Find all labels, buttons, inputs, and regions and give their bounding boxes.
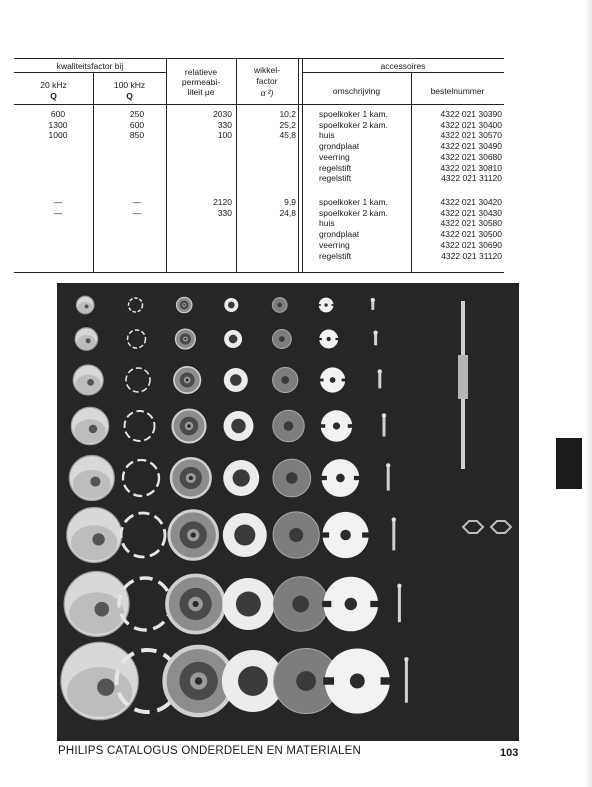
adjusting-pin — [405, 659, 408, 702]
base-plate-notch — [323, 677, 334, 684]
accessory-name: regelstift — [319, 250, 352, 261]
winding-factor-value: 9,9 — [284, 197, 296, 207]
accessory-code: 4322 021 30570 — [440, 130, 502, 141]
table-rule — [298, 59, 299, 272]
accessory-code: 4322 021 30430 — [440, 207, 502, 218]
accessory-code: 4322 021 30390 — [440, 109, 502, 119]
accessory-name: grondplaat — [319, 229, 360, 240]
pot-core-hole — [189, 476, 193, 480]
housing-hole — [87, 379, 94, 386]
header-kwaliteitsfactor: kwaliteitsfactor bij — [56, 61, 124, 71]
header-wikkel-2: factor — [256, 76, 278, 86]
accessory-code: 4322 021 30400 — [440, 119, 502, 130]
pot-core-hole — [183, 304, 185, 306]
housing-hole — [89, 425, 97, 433]
base-plate-notch — [342, 379, 346, 382]
accessory-code: 4322 021 30680 — [440, 151, 502, 162]
base-plate-notch — [319, 379, 323, 382]
pot-core-grey-hole — [284, 421, 294, 431]
coil-former-hole — [234, 524, 255, 545]
base-plate-notch — [381, 677, 392, 684]
base-plate-notch — [348, 424, 353, 428]
pot-core-hole — [195, 677, 202, 684]
accessory-code: 4322 021 30420 — [440, 197, 502, 207]
adjusting-pin — [383, 416, 386, 437]
q100-value: — — [132, 197, 142, 207]
winding-factor-value: 25,2 — [279, 119, 296, 130]
winding-factor-value: 45,8 — [279, 130, 296, 141]
coil-former-hole — [236, 592, 261, 617]
permeability-value: 2030 — [213, 109, 232, 119]
table-rule — [14, 104, 504, 105]
housing-hole — [86, 338, 91, 343]
accessory-code: 4322 021 30490 — [440, 141, 502, 152]
header-perm-3: liteit μe — [187, 87, 215, 97]
adjusting-pin-head — [386, 463, 390, 467]
page-number: 103 — [500, 747, 519, 759]
header-accessoires: accessoires — [380, 61, 426, 71]
adjusting-pin-head — [382, 413, 386, 417]
accessory-code: 4322 021 30810 — [440, 162, 502, 173]
header-perm-1: relatieve — [184, 67, 218, 77]
base-plate-notch — [319, 338, 322, 340]
header-omschrijving: omschrijving — [332, 86, 381, 96]
base-plate-hole — [340, 530, 351, 541]
accessory-code: 4322 021 31120 — [441, 173, 502, 184]
base-plate-hole — [336, 474, 345, 483]
header-q100-q: Q — [126, 91, 133, 101]
q20-value: 600 — [50, 109, 66, 119]
winding-factor-value: 10,2 — [279, 109, 296, 119]
base-plate-notch — [322, 601, 331, 607]
accessory-code: 4322 021 30500 — [440, 229, 502, 240]
accessory-name: spoelkoker 2 kam. — [319, 119, 388, 130]
q20-value: — — [53, 207, 63, 218]
permeability-value: 2120 — [213, 197, 232, 207]
coil-former-hole — [230, 374, 242, 386]
adjusting-pin — [387, 465, 390, 490]
pot-core-grey-hole — [289, 528, 303, 542]
permeability-value: 330 — [217, 119, 232, 130]
q20-value: 1000 — [48, 130, 68, 141]
base-plate-notch — [335, 338, 338, 340]
housing-hole — [85, 304, 89, 308]
base-plate-hole — [333, 422, 340, 429]
accessory-code: 4322 021 31120 — [441, 250, 502, 261]
base-plate-notch — [320, 424, 325, 428]
table-rule — [93, 73, 94, 272]
base-plate-notch — [321, 532, 329, 537]
q100-value: — — [132, 207, 142, 218]
base-plate-notch — [362, 532, 370, 537]
header-q20-q: Q — [50, 91, 57, 101]
pot-core-grey-hole — [292, 596, 309, 613]
table-rule — [411, 73, 412, 272]
adjusting-pin — [378, 372, 381, 389]
base-plate-hole — [350, 674, 365, 689]
table-rule — [14, 72, 166, 73]
base-plate-notch — [354, 476, 360, 480]
housing-hole — [90, 477, 100, 487]
base-plate-hole — [324, 303, 327, 306]
base-plate-notch — [318, 304, 320, 306]
coil-former-hole — [228, 302, 235, 309]
pot-core-grey-hole — [286, 472, 298, 484]
header-q20-freq: 20 kHz — [40, 80, 67, 90]
section-tab-marker — [556, 438, 582, 489]
header-wikkel-1: wikkel- — [254, 65, 280, 75]
adjusting-pin — [398, 586, 401, 622]
accessory-name: spoelkoker 1 kam. — [319, 197, 388, 207]
base-plate-hole — [327, 337, 331, 341]
table-rule — [302, 72, 504, 73]
pot-core-hole — [184, 338, 186, 340]
accessory-name: spoelkoker 1 kam. — [319, 109, 388, 119]
housing-hole — [92, 533, 104, 545]
pot-core-grey-hole — [277, 303, 281, 307]
pot-core-photo — [57, 283, 519, 741]
adjusting-pin-head — [378, 369, 382, 373]
base-plate-hole — [330, 377, 336, 383]
adjusting-tool-grip — [458, 355, 468, 399]
accessory-name: veerring — [319, 239, 350, 250]
accessory-name: grondplaat — [319, 141, 360, 152]
header-wikkel-3: α ²) — [260, 88, 274, 98]
spec-table — [14, 58, 504, 273]
adjusting-pin-head — [404, 657, 408, 661]
accessory-code: 4322 021 30690 — [440, 239, 502, 250]
coil-former-hole — [229, 335, 238, 344]
base-plate-notch — [370, 601, 379, 607]
q20-value: 1300 — [48, 119, 68, 130]
header-bestelnummer: bestelnummer — [430, 86, 485, 96]
accessory-name: spoelkoker 2 kam. — [319, 207, 388, 218]
pot-core-grey-hole — [296, 671, 316, 691]
base-plate-notch — [331, 304, 333, 306]
q100-value: 250 — [129, 109, 145, 119]
accessory-name: regelstift — [319, 162, 352, 173]
header-perm-2: permeabi- — [181, 77, 221, 87]
accessory-code: 4322 021 30580 — [440, 218, 502, 229]
accessory-name: huis — [319, 218, 335, 229]
pot-core-illustration — [57, 283, 519, 741]
adjusting-pin-head — [392, 517, 396, 521]
adjusting-pin-head — [397, 584, 401, 588]
pot-core-hole — [192, 601, 198, 607]
accessory-name: regelstift — [319, 173, 352, 184]
q100-value: 600 — [129, 119, 145, 130]
pot-core-hole — [187, 424, 191, 428]
permeability-value: 100 — [217, 130, 232, 141]
permeability-value: 330 — [217, 207, 232, 218]
housing-hole — [95, 602, 110, 617]
adjusting-pin — [392, 520, 395, 551]
adjusting-pin-head — [371, 298, 375, 302]
pot-core-grey-hole — [279, 336, 285, 342]
base-plate-notch — [321, 476, 327, 480]
pot-core-hole — [191, 532, 196, 537]
coil-former-hole — [231, 419, 245, 433]
winding-factor-value: 24,8 — [279, 207, 296, 218]
base-plate-hole — [345, 598, 357, 610]
header-q100-freq: 100 kHz — [113, 80, 146, 90]
accessory-name: huis — [319, 130, 335, 141]
pot-core-grey-hole — [281, 376, 289, 384]
housing-hole — [97, 679, 114, 696]
scan-edge — [585, 0, 592, 787]
pot-core-hole — [186, 379, 189, 382]
adjusting-pin-head — [373, 331, 377, 335]
footer-title: PHILIPS CATALOGUS ONDERDELEN EN MATERIALEN — [58, 745, 361, 757]
accessory-name: veerring — [319, 151, 350, 162]
q20-value: — — [53, 197, 63, 207]
coil-former-hole — [238, 666, 268, 696]
q100-value: 850 — [129, 130, 145, 141]
coil-former-hole — [233, 469, 250, 486]
